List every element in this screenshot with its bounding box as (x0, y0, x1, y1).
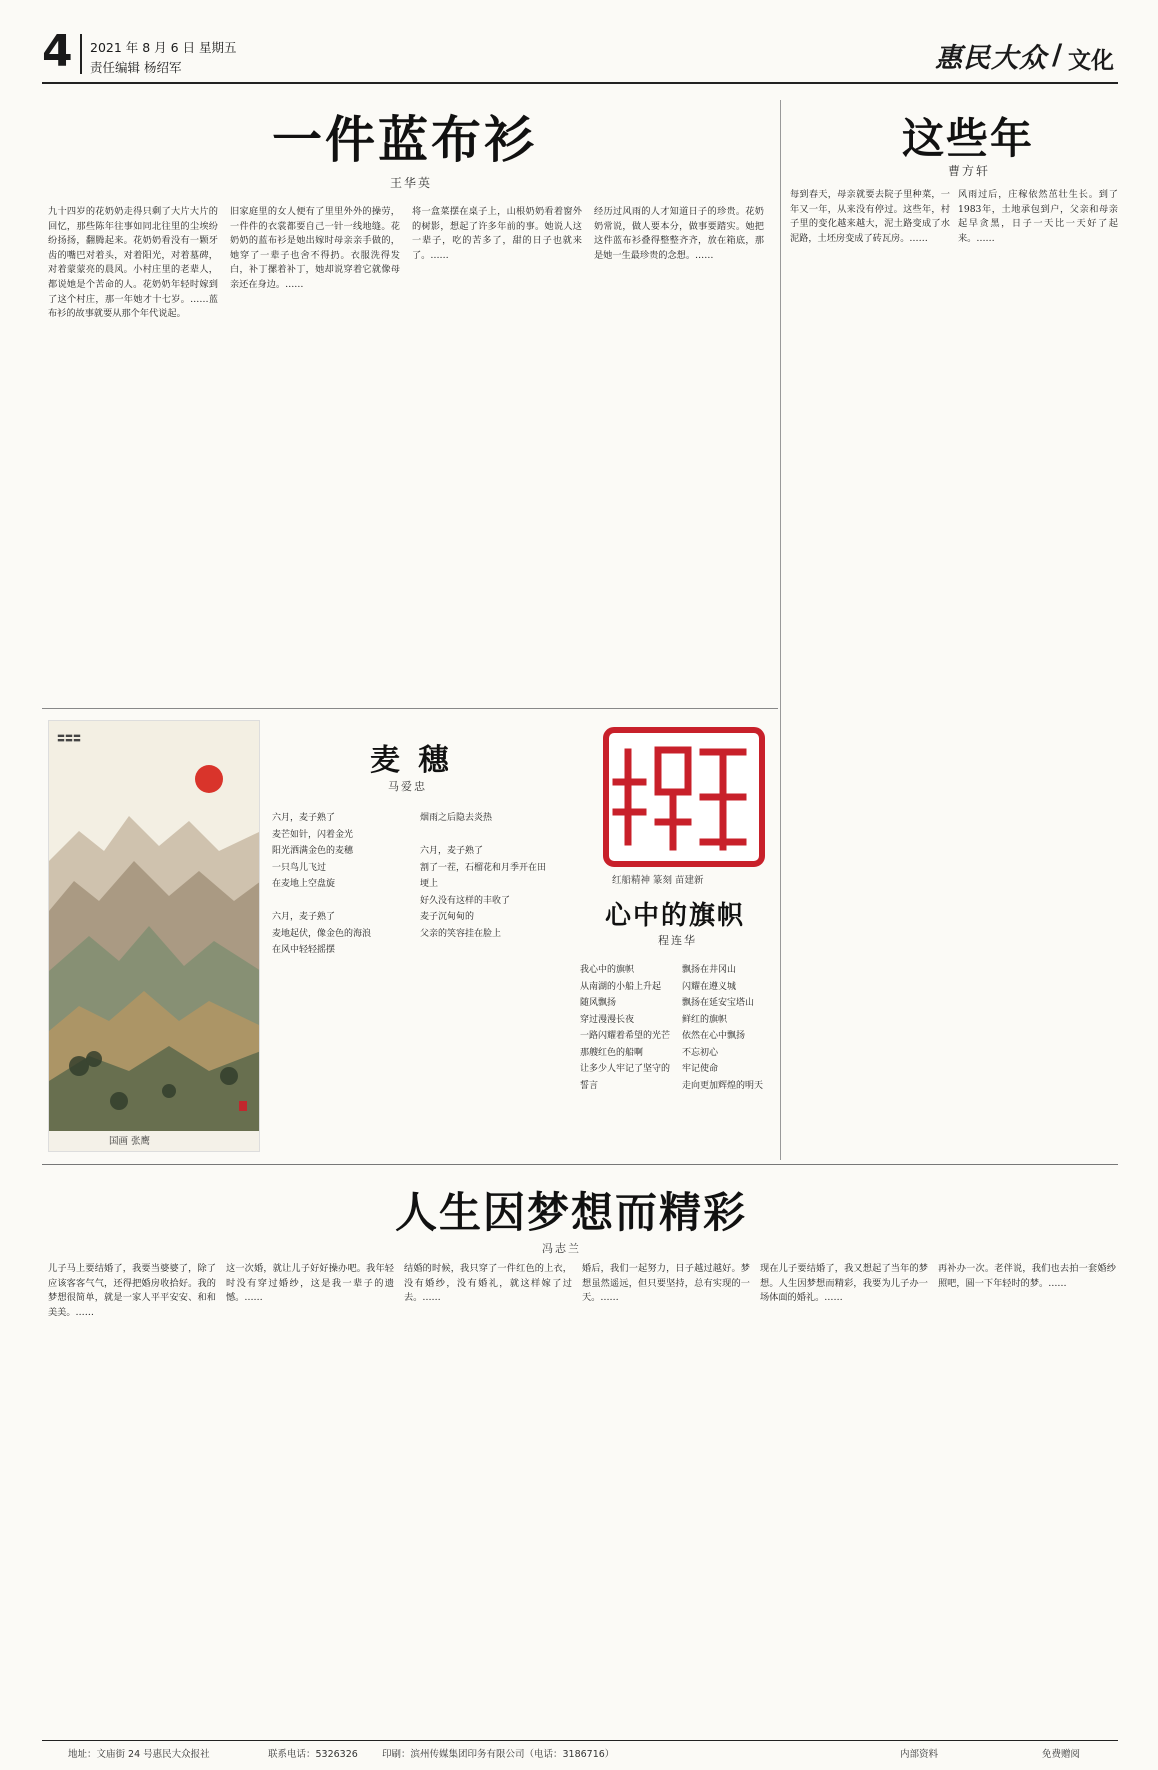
poem-title: 心中的旗帜 (605, 901, 746, 931)
article-author: 冯志兰 (542, 1242, 581, 1255)
article-column: 结婚的时候，我只穿了一件红色的上衣，没有婚纱，没有婚礼，就这样嫁了过去。…… (404, 1263, 572, 1304)
article-column: 旧家庭里的女人便有了里里外外的操劳，一件件的衣裳都要自己一针一线地缝。花奶奶的蓝布衫是她出嫁时母亲亲手做的，她穿了一辈子也舍不得扔。衣服洗得发白，补丁摞着补丁，她却说穿着它就像母亲还在身边。…… (230, 206, 400, 290)
page-footer (42, 1746, 1118, 1764)
article-title: 这些年 (902, 114, 1035, 163)
page-header (0, 0, 1158, 100)
artist-seal-icon (239, 1101, 247, 1111)
article-column: 风雨过后，庄稼依然茁壮生长。到了1983年，土地承包到户，父亲和母亲起早贪黑，日子一天比一天好了起来。…… (958, 189, 1118, 244)
header-divider (80, 34, 82, 74)
article-title: 一件蓝布衫 (272, 110, 537, 169)
header-rule (42, 82, 1118, 84)
footer-printer: 印刷：滨州传媒集团印务有限公司（电话：3186716） (382, 1749, 615, 1760)
article-column: 将一盒菜摆在桌子上，山根奶奶看着窗外的树影，想起了许多年前的事。她说人这一辈子，吃的苦多了，甜的日子也就来了。…… (412, 206, 582, 261)
poem-column: 烟雨之后隐去炎热 六月，麦子熟了 割了一茬，石榴花和月季开在田埂上 好久没有这样的丰收了 麦子沉甸甸的 父亲的笑容挂在脸上 (420, 813, 547, 939)
page-number: 4 (42, 26, 73, 77)
footer-internal: 内部资料 (900, 1749, 939, 1760)
red-sun-icon (195, 765, 223, 793)
red-seal-artwork (598, 722, 770, 886)
article-column: 九十四岁的花奶奶走得只剩了大片大片的回忆，那些陈年往事如同北往里的尘埃纷纷扬扬，翻腾起来。花奶奶看没有一颗牙齿的嘴巴对着头，对着阳光，对着墓碑，对着蒙蒙亮的晨风。小村庄里的老辈人，都说她是个苦命的人。花奶奶年轻时嫁到了这个村庄，那一年她才十七岁。……蓝布衫的故事就要从那个年代说起。 (48, 206, 218, 320)
seal-caption: 红船精神 篆刻 苗建新 (612, 875, 704, 886)
article-column: 每到春天，母亲就要去院子里种菜，一年又一年，从来没有停过。这些年，村子里的变化越来越大，泥土路变成了水泥路，土坯房变成了砖瓦房。…… (790, 189, 950, 244)
seal-icon (598, 722, 770, 872)
article-author: 曹方轩 (948, 164, 991, 178)
issue-date: 2021 年 8 月 6 日 星期五 (90, 40, 237, 55)
brand-name: 惠民大众 (935, 43, 1047, 74)
poem-author: 马爱忠 (388, 780, 427, 793)
article-column: 再补办一次。老伴说，我们也去拍一套婚纱照吧，圆一下年轻时的梦。…… (938, 1263, 1116, 1289)
article-column: 儿子马上要结婚了，我要当婆婆了，除了应该客客气气，还得把婚房收拾好。我的梦想很简单，就是一家人平平安安、和和美美。…… (48, 1263, 216, 1318)
editor-line: 责任编辑 杨绍军 (90, 60, 182, 75)
poem-column: 六月，麦子熟了 麦芒如针，闪着金光 阳光洒满金色的麦穗 一只鸟儿飞过 在麦地上空盘旋 六月，麦子熟了 麦地起伏，像金色的海浪 在风中轻轻摇摆 (272, 813, 372, 955)
painting-image (49, 721, 260, 1131)
article-column: 经历过风雨的人才知道日子的珍贵。花奶奶常说，做人要本分，做事要踏实。她把这件蓝布衫叠得整整齐齐，放在箱底，那是她一生最珍贵的念想。…… (594, 206, 764, 261)
footer-phone: 联系电话：5326326 (268, 1749, 358, 1760)
article-author: 王华英 (390, 176, 433, 190)
poem-column: 我心中的旗帜 从南湖的小船上升起 随风飘扬 穿过漫漫长夜 一路闪耀着希望的光芒 那艘红色的船啊 让多少人牢记了坚守的誓言 (580, 965, 671, 1091)
section-divider (42, 1164, 1118, 1165)
article-column: 现在儿子要结婚了，我又想起了当年的梦想。人生因梦想而精彩，我要为儿子办一场体面的婚礼。…… (760, 1263, 928, 1304)
poem-column: 飘扬在井冈山 闪耀在遵义城 飘扬在延安宝塔山 鲜红的旗帜 依然在心中飘扬 不忘初心 牢记使命 走向更加辉煌的明天 (682, 965, 764, 1091)
svg-text:〓〓〓: 〓〓〓 (57, 734, 81, 743)
poem-title: 麦 穗 (370, 743, 453, 778)
article-column: 婚后，我们一起努力，日子越过越好。梦想虽然遥远，但只要坚持，总有实现的一天。…… (582, 1263, 750, 1304)
painting-caption: 国画 张鹰 (109, 1136, 151, 1147)
section-divider (42, 708, 778, 709)
article-column: 这一次婚，就让儿子好好操办吧。我年轻时没有穿过婚纱，这是我一辈子的遗憾。…… (226, 1263, 394, 1304)
section-name: 文化 (1068, 47, 1114, 74)
landscape-painting (48, 720, 260, 1152)
footer-free: 免费赠阅 (1042, 1749, 1081, 1760)
article-title: 人生因梦想而精彩 (395, 1188, 748, 1237)
brand-slash: / (1052, 38, 1063, 71)
column-divider (780, 100, 781, 1160)
poem-author: 程连华 (658, 934, 697, 947)
footer-rule (42, 1740, 1118, 1741)
footer-address: 地址：文庙街 24 号惠民大众报社 (68, 1749, 210, 1760)
